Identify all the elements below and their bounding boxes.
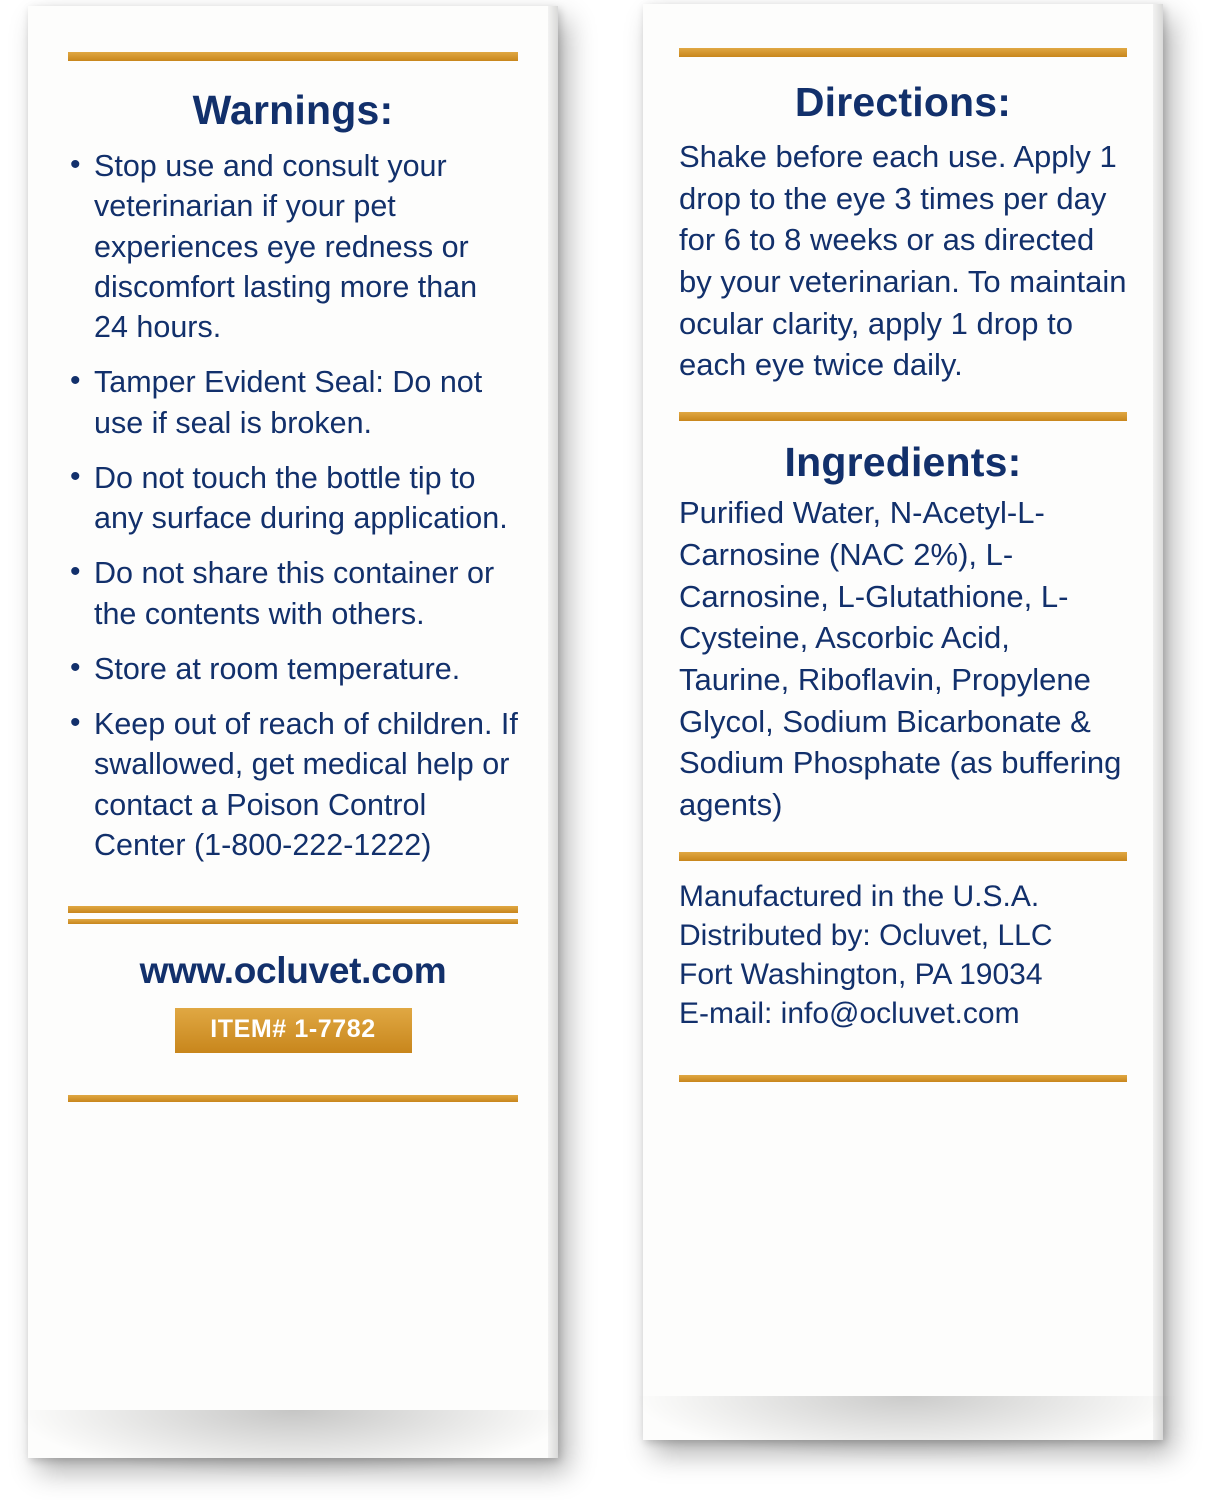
list-item: • Tamper Evident Seal: Do not use if seal is broken. xyxy=(68,362,518,443)
address-line: Fort Washington, PA 19034 xyxy=(679,957,1043,991)
list-item: • Do not touch the bottle tip to any surface during application. xyxy=(68,458,518,539)
item-number-badge: ITEM# 1-7782 xyxy=(175,1008,412,1053)
list-item: • Do not share this container or the contents with others. xyxy=(68,553,518,634)
spacer xyxy=(679,861,1127,877)
spacer xyxy=(68,880,518,906)
warnings-list xyxy=(68,146,518,865)
warnings-panel xyxy=(28,6,558,1458)
gold-rule-mid-2 xyxy=(679,852,1127,861)
directions-ingredients-panel xyxy=(643,4,1163,1440)
gold-rule-mid-1 xyxy=(679,412,1127,421)
list-item: • Keep out of reach of children. If swallowed, get medical help or contact a Poison Control Center (1-800-222-1222) xyxy=(68,704,518,865)
directions-heading: Directions: xyxy=(794,79,1012,125)
gold-rule-double-mid xyxy=(68,906,518,924)
spacer xyxy=(679,1033,1127,1075)
list-item: • Stop use and consult your veterinarian if your pet experiences eye redness or discomfort lasting more than 24 hours. xyxy=(68,146,518,347)
ingredients-heading: Ingredients: xyxy=(784,439,1022,486)
spacer xyxy=(68,1053,518,1095)
panel-edge-shading xyxy=(1153,4,1163,1440)
list-item: • Store at room temperature. xyxy=(68,649,518,689)
gold-rule-top xyxy=(679,48,1127,57)
email-line[interactable]: E-mail: info@ocluvet.com xyxy=(679,996,1020,1030)
manufacturer-info xyxy=(679,877,1127,1033)
top-rule-spacer xyxy=(679,4,1127,57)
warnings-heading: Warnings: xyxy=(192,87,394,133)
top-rule-spacer xyxy=(68,6,518,61)
ingredients-text: Purified Water, N-Acetyl-L-Carnosine (NAC 2%), L-Carnosine, L-Glutathione, L-Cysteine, Ascorbic Acid, Taurine, Riboflavin, Propylene Glycol, Sodium Bicarbonate & Sodium Phosphate (as buffering agents) xyxy=(679,495,1122,822)
directions-text: Shake before each use. Apply 1 drop to the eye 3 times per day for 6 to 8 weeks or as directed by your veterinarian. To maintain ocular clarity, apply 1 drop to each eye twice daily. xyxy=(679,139,1127,383)
distributor-line: Distributed by: Ocluvet, LLC xyxy=(679,918,1053,952)
manufactured-line: Manufactured in the U.S.A. xyxy=(679,879,1040,913)
website-url[interactable]: www.ocluvet.com xyxy=(139,950,447,991)
gold-rule-bottom xyxy=(68,1095,518,1102)
panel-edge-shading xyxy=(548,6,558,1458)
gold-rule-bottom xyxy=(679,1075,1127,1082)
spacer xyxy=(679,386,1127,412)
spacer xyxy=(679,826,1127,852)
gold-rule-top xyxy=(68,52,518,61)
